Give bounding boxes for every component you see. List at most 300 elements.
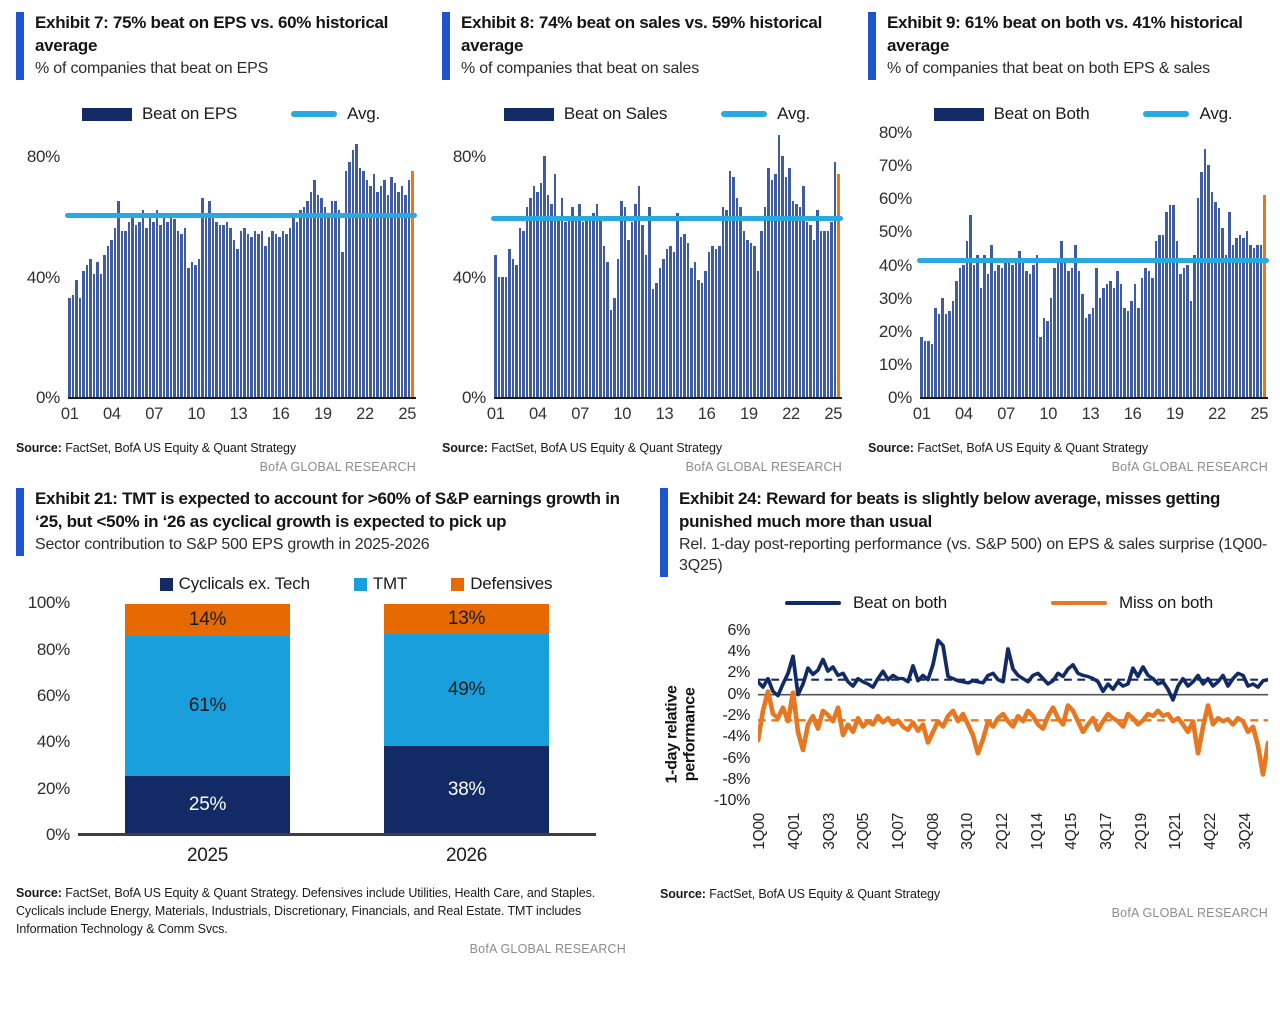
- bar: [138, 222, 141, 397]
- bar: [662, 259, 665, 398]
- bar: [938, 314, 941, 397]
- bar: [687, 243, 690, 397]
- bar: [1169, 205, 1172, 397]
- bar: [1190, 301, 1193, 397]
- category-labels: [78, 836, 596, 870]
- bar: [1218, 208, 1221, 397]
- bar: [338, 210, 341, 397]
- bar: [575, 219, 578, 397]
- y-axis-title-wrap: [660, 621, 704, 811]
- bar: [718, 246, 721, 397]
- bar: [931, 344, 934, 397]
- exhibit-24-header: [660, 488, 1268, 577]
- bar: [1256, 245, 1259, 397]
- bar: [568, 216, 571, 397]
- bar: [1046, 321, 1049, 397]
- x-axis-labels: [60, 399, 417, 425]
- y-tick-label: 40%: [878, 255, 912, 275]
- bar: [1144, 268, 1147, 397]
- bar: [934, 308, 937, 397]
- bar: [1193, 255, 1196, 397]
- bar: [750, 243, 753, 397]
- source-line: [660, 885, 1268, 903]
- x-tick-label: 10: [613, 405, 632, 424]
- x-tick-label: 13: [655, 405, 674, 424]
- bar-series-swatch: [934, 108, 984, 121]
- bar: [1155, 241, 1158, 397]
- x-tick-label: 04: [103, 405, 121, 424]
- avg-line-swatch: [291, 111, 337, 117]
- bar: [194, 265, 197, 398]
- bar: [669, 246, 672, 397]
- exhibit-21-panel: [16, 488, 636, 955]
- y-tick-label: 0%: [46, 825, 70, 845]
- segment-cyclicals-ex-tech: [384, 746, 549, 833]
- bar: [634, 204, 637, 397]
- segment-value-label: 25%: [188, 793, 227, 815]
- bar: [341, 252, 344, 397]
- bar: [198, 259, 201, 398]
- y-tick-label: 30%: [878, 288, 912, 308]
- bar: [554, 174, 557, 397]
- bar: [240, 231, 243, 397]
- avg-line-swatch: [1143, 111, 1189, 117]
- bar: [655, 283, 658, 397]
- bar: [715, 249, 718, 397]
- segment-defensives: [125, 604, 290, 636]
- stacked-bar: [125, 604, 290, 833]
- bar: [1032, 265, 1035, 398]
- source-line: [16, 439, 416, 457]
- stacked-bar: [384, 604, 549, 833]
- bar: [131, 213, 134, 397]
- bar: [837, 174, 840, 397]
- bar: [781, 156, 784, 397]
- legend-label: Defensives: [470, 574, 553, 594]
- bar: [320, 198, 323, 397]
- bar: [683, 234, 686, 397]
- bar: [254, 231, 257, 397]
- y-tick-label: 10%: [878, 354, 912, 374]
- bar: [404, 195, 407, 397]
- x-tick-label: 25: [1250, 405, 1269, 424]
- bar: [743, 231, 746, 397]
- y-tick-label: 60%: [878, 189, 912, 209]
- bar: [983, 255, 986, 397]
- bar: [746, 240, 749, 397]
- bar: [596, 204, 599, 397]
- bar: [96, 262, 99, 398]
- x-tick-label: 16: [1123, 405, 1142, 424]
- y-tick-label: 80%: [878, 123, 912, 143]
- bar: [212, 216, 215, 397]
- bar: [582, 222, 585, 397]
- category-label: 2026: [445, 845, 488, 867]
- bar: [641, 225, 644, 397]
- bar: [1039, 337, 1042, 397]
- bar: [1113, 288, 1116, 397]
- source-line: [868, 439, 1268, 457]
- y-tick-label: 80%: [36, 639, 70, 659]
- bar: [547, 195, 550, 397]
- x-tick-label: 2Q12: [994, 812, 1012, 850]
- legend: [730, 593, 1268, 613]
- bar: [725, 210, 728, 397]
- x-tick-label: 13: [229, 405, 248, 424]
- x-tick-label: 19: [739, 405, 758, 424]
- bar: [512, 259, 515, 398]
- bar: [792, 201, 795, 397]
- x-tick-label: 1Q14: [1028, 812, 1046, 850]
- bar: [987, 274, 990, 397]
- bar: [271, 231, 274, 397]
- bar: [816, 210, 819, 397]
- cyclicals-swatch: [160, 578, 173, 591]
- bar: [299, 210, 302, 397]
- x-tick-label: 2Q05: [855, 812, 873, 850]
- bar-series-swatch: [504, 108, 554, 121]
- bar: [820, 231, 823, 397]
- bottom-row: [0, 474, 1280, 955]
- bar: [75, 280, 78, 397]
- bar: [508, 249, 511, 397]
- bar: [1197, 198, 1200, 397]
- bar: [93, 274, 96, 397]
- bar: [557, 216, 560, 397]
- x-tick-label: 07: [997, 405, 1015, 424]
- bar: [966, 241, 969, 397]
- bar: [561, 198, 564, 397]
- exhibit-9-header: [868, 12, 1268, 80]
- bar: [1249, 245, 1252, 397]
- bar: [603, 246, 606, 397]
- bar: [1050, 298, 1053, 397]
- bar: [617, 259, 620, 398]
- bar: [494, 255, 497, 397]
- exhibit-title: Exhibit 24: Reward for beats is slightly below average, misses getting punished much more than usual: [679, 489, 1221, 531]
- bar: [1232, 245, 1235, 397]
- bar: [411, 171, 414, 397]
- category-label: 2025: [186, 845, 229, 867]
- bar: [257, 234, 260, 397]
- x-tick-label: 13: [1081, 405, 1100, 424]
- bar: [1183, 268, 1186, 397]
- y-tick-label: 6%: [727, 621, 750, 639]
- bar: [250, 237, 253, 397]
- bar: [352, 150, 355, 397]
- x-tick-label: 01: [60, 405, 79, 424]
- bar: [86, 265, 89, 398]
- bar: [645, 255, 648, 397]
- bar: [1109, 281, 1112, 397]
- avg-line-swatch: [721, 111, 767, 117]
- bar: [959, 268, 962, 397]
- legend: [46, 104, 416, 124]
- segment-cyclicals-ex-tech: [125, 776, 290, 833]
- average-line: [917, 258, 1269, 264]
- bar: [680, 237, 683, 397]
- bar: [1260, 245, 1263, 397]
- y-tick-label: 80%: [452, 147, 486, 167]
- bar: [501, 277, 504, 397]
- bar: [1060, 241, 1063, 397]
- bar: [627, 240, 630, 397]
- legend-label: Beat on EPS: [141, 104, 238, 124]
- segment-value-label: 13%: [447, 608, 486, 630]
- bar: [282, 231, 285, 397]
- exhibit-21-header: [16, 488, 636, 556]
- bar: [704, 271, 707, 397]
- brand-line: BofA GLOBAL RESEARCH: [685, 460, 842, 475]
- y-tick-label: 0%: [462, 388, 486, 408]
- line-plot: [758, 621, 1268, 811]
- bar: [666, 249, 669, 397]
- exhibit-8-header: [442, 12, 842, 80]
- exhibit-24-panel: [660, 488, 1268, 955]
- beat-on-both-chart: [868, 123, 1269, 425]
- y-axis: [16, 593, 78, 845]
- x-tick-label: 4Q08: [924, 812, 942, 850]
- source-label: Source:: [660, 886, 706, 901]
- bar: [736, 198, 739, 397]
- stacked-bars: [78, 604, 596, 833]
- bar: [764, 207, 767, 397]
- source-line: [16, 884, 616, 938]
- bar: [739, 207, 742, 397]
- bar: [334, 201, 337, 397]
- bar: [310, 192, 313, 397]
- bar: [990, 245, 993, 397]
- legend-label: Avg.: [347, 104, 381, 124]
- bar: [1151, 278, 1154, 397]
- bar: [952, 301, 955, 397]
- x-tick-label: 07: [145, 405, 163, 424]
- accent-bar: [16, 488, 24, 556]
- bar: [1253, 248, 1256, 397]
- bar: [830, 222, 833, 397]
- bar: [610, 310, 613, 397]
- x-tick-label: 01: [486, 405, 505, 424]
- bar: [289, 228, 292, 397]
- bar: [806, 222, 809, 397]
- bar: [331, 201, 334, 397]
- x-axis-labels: [751, 811, 1268, 875]
- bar: [205, 216, 208, 397]
- bar: [589, 219, 592, 397]
- bar: [68, 298, 71, 397]
- y-tick-label: -2%: [722, 706, 750, 724]
- exhibit-9-panel: [868, 12, 1268, 474]
- y-tick-label: 20%: [878, 321, 912, 341]
- bar: [834, 162, 837, 397]
- bar: [760, 231, 763, 397]
- bar: [156, 210, 159, 397]
- bar: [1207, 165, 1210, 397]
- bar: [114, 228, 117, 397]
- bar: [652, 289, 655, 397]
- legend: [472, 104, 842, 124]
- bar: [1074, 245, 1077, 397]
- bar: [648, 207, 651, 397]
- bar: [1036, 255, 1039, 397]
- bar: [1179, 274, 1182, 397]
- plot-area: [920, 134, 1268, 399]
- bar: [924, 341, 927, 397]
- bar: [631, 222, 634, 397]
- bar: [774, 174, 777, 397]
- bar: [1029, 274, 1032, 397]
- bar: [1078, 271, 1081, 397]
- bar: [948, 311, 951, 397]
- exhibit-7-panel: [16, 12, 416, 474]
- bar: [1176, 241, 1179, 397]
- bar: [1064, 258, 1067, 397]
- bar: [571, 207, 574, 397]
- exhibit-subtitle: Rel. 1-day post-reporting performance (vs. S&P 500) on EPS & sales surprise (1Q00-3Q25): [679, 536, 1268, 575]
- brand-line: BofA GLOBAL RESEARCH: [469, 941, 626, 956]
- x-axis-labels: [486, 399, 843, 425]
- bar: [1204, 149, 1207, 397]
- source-text: FactSet, BofA US Equity & Quant Strategy: [61, 441, 297, 456]
- bar: [969, 215, 972, 397]
- bar: [1246, 231, 1249, 397]
- bar: [1018, 251, 1021, 397]
- legend: [76, 574, 636, 594]
- bar: [184, 228, 187, 397]
- bar: [390, 177, 393, 397]
- y-tick-label: -10%: [713, 792, 750, 810]
- bar: [732, 177, 735, 397]
- bar: [1127, 311, 1130, 397]
- bar: [261, 231, 264, 397]
- y-axis: [16, 134, 68, 408]
- bar: [536, 192, 539, 397]
- bar: [103, 255, 106, 397]
- bar: [317, 195, 320, 397]
- y-axis-title: 1-day relative performance: [663, 685, 699, 784]
- x-tick-label: 2Q19: [1132, 812, 1150, 850]
- beat-on-eps-chart: [16, 134, 416, 425]
- average-line: [491, 216, 843, 222]
- sector-contribution-chart: [16, 593, 596, 870]
- y-tick-label: -4%: [722, 728, 750, 746]
- bar: [1025, 271, 1028, 397]
- bar: [373, 174, 376, 397]
- beat-on-sales-chart: [442, 134, 842, 425]
- bar: [1200, 172, 1203, 397]
- x-tick-label: 07: [571, 405, 589, 424]
- y-axis: [704, 621, 758, 811]
- x-axis-labels: [912, 399, 1269, 425]
- exhibit-title: Exhibit 21: TMT is expected to account for >60% of S&P earnings growth in ‘25, but <50% in ‘26 as cyclical growth is expected to pick up: [35, 489, 620, 531]
- bar: [722, 207, 725, 397]
- bar: [823, 231, 826, 397]
- bar: [927, 341, 930, 397]
- legend-label: Beat on both: [853, 592, 948, 612]
- brand-line: BofA GLOBAL RESEARCH: [1111, 460, 1268, 475]
- bar: [285, 234, 288, 397]
- bar: [1057, 258, 1060, 397]
- bar: [624, 207, 627, 397]
- bars: [920, 134, 1266, 397]
- bar: [145, 228, 148, 397]
- bar: [226, 222, 229, 397]
- bar: [1134, 284, 1137, 397]
- bar: [359, 168, 362, 397]
- bar: [107, 246, 110, 397]
- plot-area: [68, 134, 416, 399]
- bar: [676, 213, 679, 397]
- plot-area: [494, 134, 842, 399]
- bar: [599, 216, 602, 397]
- bar: [1228, 212, 1231, 398]
- x-tick-label: 16: [697, 405, 716, 424]
- x-tick-label: 3Q24: [1236, 812, 1254, 850]
- bar: [208, 201, 211, 397]
- segment-defensives: [384, 604, 549, 634]
- miss-line-swatch: [1051, 601, 1107, 605]
- source-label: Source:: [868, 441, 914, 456]
- bar: [1085, 318, 1088, 398]
- y-axis: [442, 134, 494, 408]
- bar: [673, 252, 676, 397]
- top-row: [0, 0, 1280, 474]
- bar: [1214, 202, 1217, 397]
- bar: [159, 225, 162, 397]
- bar: [1053, 268, 1056, 397]
- legend-label: Cyclicals ex. Tech: [178, 574, 310, 594]
- bar: [788, 168, 791, 397]
- bar: [778, 135, 781, 397]
- bar: [809, 225, 812, 397]
- bar: [550, 204, 553, 397]
- bar: [275, 234, 278, 397]
- bar: [397, 192, 400, 397]
- source-text: FactSet, BofA US Equity & Quant Strategy: [913, 441, 1149, 456]
- bar: [711, 246, 714, 397]
- bar: [1116, 271, 1119, 397]
- segment-value-label: 38%: [447, 778, 486, 800]
- bar: [327, 216, 330, 397]
- bar: [973, 265, 976, 398]
- legend-label: Beat on Both: [993, 104, 1090, 124]
- bar: [697, 280, 700, 397]
- brand-line: BofA GLOBAL RESEARCH: [259, 460, 416, 475]
- bar: [1011, 265, 1014, 398]
- bar: [1095, 268, 1098, 397]
- exhibit-subtitle: Sector contribution to S&P 500 EPS growth in 2025-2026: [35, 536, 430, 554]
- y-tick-label: 100%: [27, 593, 70, 613]
- legend-label: Miss on both: [1119, 592, 1213, 612]
- accent-bar: [660, 488, 668, 577]
- bar: [191, 262, 194, 398]
- x-tick-label: 10: [1039, 405, 1058, 424]
- y-tick-label: 20%: [36, 778, 70, 798]
- bar: [997, 265, 1000, 398]
- bar: [1081, 294, 1084, 397]
- bar: [117, 201, 120, 397]
- y-tick-label: 0%: [888, 388, 912, 408]
- bar: [519, 228, 522, 397]
- bar: [1165, 212, 1168, 398]
- bar: [89, 259, 92, 398]
- exhibit-subtitle: % of companies that beat on sales: [461, 60, 699, 78]
- bar: [222, 225, 225, 397]
- bar: [827, 231, 830, 397]
- bar: [522, 231, 525, 397]
- bar: [278, 237, 281, 397]
- bar: [187, 268, 190, 397]
